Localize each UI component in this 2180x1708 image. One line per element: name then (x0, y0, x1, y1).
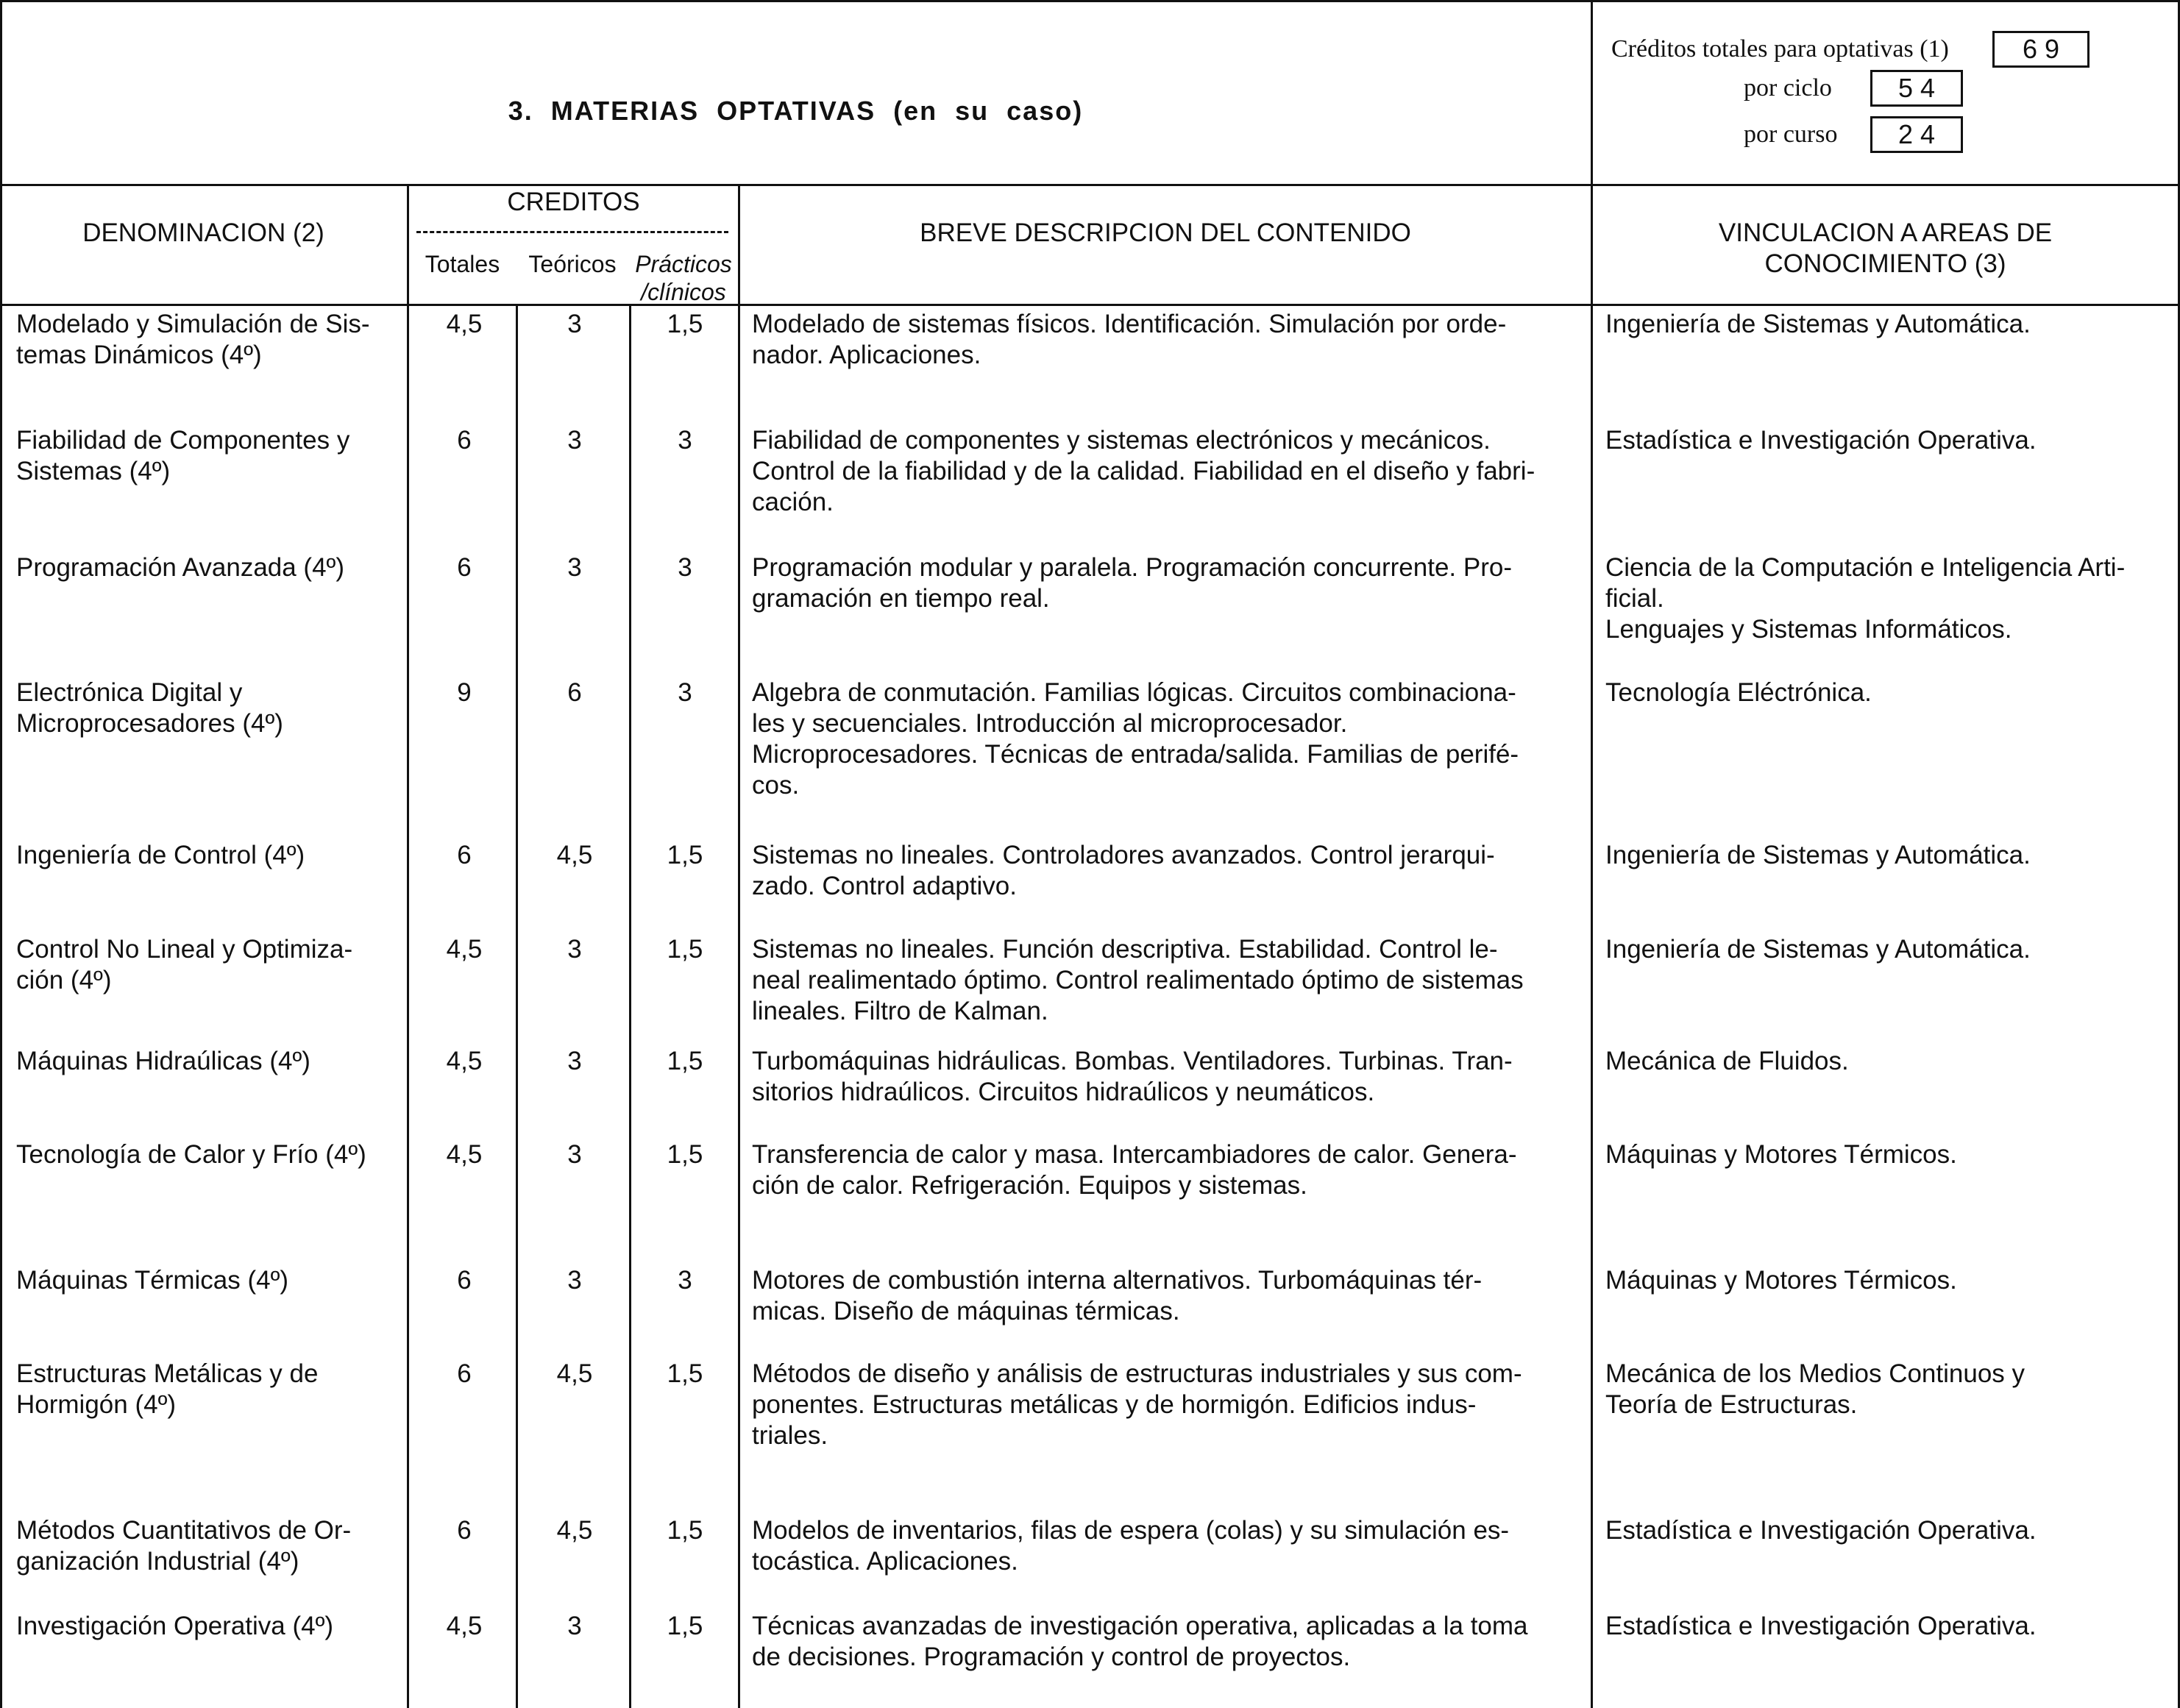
column-header-divider (0, 304, 2180, 306)
subject-description-line: sitorios hidraúlicos. Circuitos hidraúlicos y neumáticos. (752, 1078, 1375, 1106)
subject-name (16, 1046, 406, 1077)
credits-practicos: 3 (678, 426, 692, 455)
subject-name (16, 425, 406, 487)
knowledge-area-line: Estadística e Investigación Operativa. (1605, 426, 2037, 455)
subject-name-line: Estructuras Metálicas y de (16, 1359, 319, 1388)
subject-description-line: cos. (752, 771, 800, 800)
subject-name-line: Fiabilidad de Componentes y (16, 426, 350, 455)
subject-name (16, 840, 406, 871)
subject-description-line: Modelos de inventarios, filas de espera (colas) y su simulación es- (752, 1516, 1510, 1545)
subject-description-line: de decisiones. Programación y control de proyectos. (752, 1643, 1351, 1671)
practicos-header: Prácticos (635, 251, 732, 277)
subject-description-line: micas. Diseño de máquinas térmicas. (752, 1297, 1180, 1326)
knowledge-area-line: Estadística e Investigación Operativa. (1605, 1516, 2037, 1545)
subject-name-line: Métodos Cuantitativos de Or- (16, 1516, 352, 1545)
subject-name-line: Investigación Operativa (4º) (16, 1612, 334, 1640)
subject-description (752, 552, 1582, 614)
subject-name-line: Máquinas Térmicas (4º) (16, 1266, 289, 1295)
subject-name (16, 1139, 406, 1170)
subject-description-line: ción de calor. Refrigeración. Equipos y sistemas. (752, 1171, 1307, 1200)
clinicos-header: /clínicos (641, 279, 726, 305)
subject-name (16, 677, 406, 739)
section-title: 3. MATERIAS OPTATIVAS (en su caso) (508, 96, 1084, 126)
subject-description-line: ponentes. Estructuras metálicas y de hormigón. Edificios indus- (752, 1390, 1477, 1419)
credits-totales: 4,5 (446, 1140, 483, 1169)
curso-credits-box: 24 (1870, 116, 1963, 153)
subject-description-line: Modelado de sistemas físicos. Identificación. Simulación por orde- (752, 310, 1507, 338)
subject-description-line: Métodos de diseño y análisis de estructuras industriales y sus com- (752, 1359, 1522, 1388)
knowledge-area (1605, 1359, 2172, 1420)
subject-name-line: Modelado y Simulación de Sis- (16, 310, 370, 338)
subject-name-line: Tecnología de Calor y Frío (4º) (16, 1140, 366, 1169)
ciclo-credits-box: 54 (1870, 70, 1963, 107)
subject-description-line: tocástica. Aplicaciones. (752, 1547, 1018, 1576)
knowledge-area (1605, 840, 2172, 871)
subject-description-line: Algebra de conmutación. Familias lógicas. Circuitos combinaciona- (752, 678, 1516, 707)
credits-teoricos: 3 (567, 1266, 582, 1295)
knowledge-area-line: Teoría de Estructuras. (1605, 1390, 1858, 1419)
total-credits-box: 69 (1992, 31, 2090, 68)
credits-totales: 9 (457, 678, 472, 707)
subject-description-line: Transferencia de calor y masa. Intercambiadores de calor. Genera- (752, 1140, 1517, 1169)
credits-teoricos: 4,5 (556, 841, 593, 869)
credits-practicos: 1,5 (667, 1612, 703, 1640)
subject-description-line: Control de la fiabilidad y de la calidad. Fiabilidad en el diseño y fabri- (752, 457, 1535, 485)
credits-teoricos: 3 (567, 1612, 582, 1640)
credits-totales: 6 (457, 1516, 472, 1545)
subject-description (752, 1515, 1582, 1577)
credits-practicos: 3 (678, 553, 692, 582)
knowledge-area-line: Ingeniería de Sistemas y Automática. (1605, 310, 2031, 338)
subject-description (752, 1139, 1582, 1201)
creditos-dash-rule (416, 231, 728, 233)
knowledge-area (1605, 309, 2172, 340)
subject-description (752, 1611, 1582, 1673)
subject-description (752, 1265, 1582, 1327)
subject-name-line: Máquinas Hidraúlicas (4º) (16, 1047, 310, 1075)
left-border (0, 0, 2, 1708)
credits-practicos: 1,5 (667, 1359, 703, 1388)
credits-totales: 4,5 (446, 935, 483, 964)
subject-description-line: zado. Control adaptivo. (752, 872, 1017, 900)
denominacion-header: DENOMINACION (2) (82, 218, 324, 247)
knowledge-area (1605, 425, 2172, 456)
knowledge-area-line: Lenguajes y Sistemas Informáticos. (1605, 615, 2012, 644)
knowledge-area-line: ficial. (1605, 584, 1664, 613)
subject-description-line: Programación modular y paralela. Programación concurrente. Pro- (752, 553, 1512, 582)
vinculacion-header-line1: VINCULACION A AREAS DE (1718, 218, 2053, 247)
teoricos-header: Teóricos (528, 251, 617, 277)
knowledge-area-line: Tecnología Eléctrónica. (1605, 678, 1872, 707)
credits-practicos: 1,5 (667, 841, 703, 869)
subject-description (752, 1359, 1582, 1451)
subject-description-line: Técnicas avanzadas de investigación operativa, aplicadas a la toma (752, 1612, 1528, 1640)
subject-description-line: Motores de combustión interna alternativos. Turbomáquinas tér- (752, 1266, 1483, 1295)
knowledge-area-line: Máquinas y Motores Térmicos. (1605, 1140, 1957, 1169)
subject-description (752, 840, 1582, 902)
knowledge-area-line: Máquinas y Motores Térmicos. (1605, 1266, 1957, 1295)
credits-practicos: 3 (678, 678, 692, 707)
subject-description-line: gramación en tiempo real. (752, 584, 1050, 613)
vinculacion-header-line2: CONOCIMIENTO (3) (1764, 249, 2006, 278)
subject-description (752, 309, 1582, 371)
ciclo-credits-label: por ciclo (1744, 74, 1832, 102)
subject-description-line: lineales. Filtro de Kalman. (752, 997, 1048, 1025)
subject-name (16, 934, 406, 996)
knowledge-area (1605, 934, 2172, 965)
credits-totales: 4,5 (446, 1612, 483, 1640)
subject-name-line: Programación Avanzada (4º) (16, 553, 344, 582)
subject-name (16, 1611, 406, 1642)
knowledge-area-line: Ingeniería de Sistemas y Automática. (1605, 935, 2031, 964)
subject-name-line: Electrónica Digital y (16, 678, 243, 707)
subject-name-line: Microprocesadores (4º) (16, 709, 283, 738)
teoricos-divider (629, 304, 631, 1708)
credits-practicos: 3 (678, 1266, 692, 1295)
credits-teoricos: 3 (567, 426, 582, 455)
credits-totales: 4,5 (446, 310, 483, 338)
subject-name (16, 552, 406, 583)
subject-description-line: nador. Aplicaciones. (752, 341, 981, 369)
subject-name-line: ganización Industrial (4º) (16, 1547, 299, 1576)
subject-name (16, 1515, 406, 1577)
descripcion-header: BREVE DESCRIPCION DEL CONTENIDO (920, 218, 1411, 247)
credits-totales: 4,5 (446, 1047, 483, 1075)
knowledge-area (1605, 552, 2172, 645)
subject-name-line: Ingeniería de Control (4º) (16, 841, 305, 869)
knowledge-area (1605, 1046, 2172, 1077)
knowledge-area-line: Ingeniería de Sistemas y Automática. (1605, 841, 2031, 869)
knowledge-area (1605, 1139, 2172, 1170)
knowledge-area (1605, 677, 2172, 708)
credits-teoricos: 4,5 (556, 1359, 593, 1388)
knowledge-area (1605, 1611, 2172, 1642)
credits-practicos: 1,5 (667, 1047, 703, 1075)
subject-description-line: Sistemas no lineales. Controladores avanzados. Control jerarqui- (752, 841, 1495, 869)
subject-name (16, 1265, 406, 1296)
subject-description-line: triales. (752, 1421, 828, 1450)
knowledge-area (1605, 1265, 2172, 1296)
knowledge-area-line: Mecánica de los Medios Continuos y (1605, 1359, 2025, 1388)
subject-description (752, 677, 1582, 801)
credits-teoricos: 3 (567, 935, 582, 964)
knowledge-area (1605, 1515, 2172, 1546)
creditos-header: CREDITOS (507, 188, 640, 216)
header-divider (0, 184, 2180, 186)
total-credits-label: Créditos totales para optativas (1) (1611, 35, 1949, 63)
subject-description (752, 934, 1582, 1027)
credits-totales: 6 (457, 1359, 472, 1388)
credits-totales: 6 (457, 1266, 472, 1295)
subject-name-line: temas Dinámicos (4º) (16, 341, 262, 369)
credits-totales: 6 (457, 553, 472, 582)
knowledge-area-line: Ciencia de la Computación e Inteligencia Arti- (1605, 553, 2126, 582)
credits-teoricos: 4,5 (556, 1516, 593, 1545)
subject-name-line: ción (4º) (16, 966, 112, 994)
subject-name-line: Sistemas (4º) (16, 457, 171, 485)
subject-name (16, 1359, 406, 1420)
subject-description (752, 425, 1582, 518)
subject-description-line: cación. (752, 488, 834, 516)
curso-credits-label: por curso (1744, 121, 1838, 148)
subject-description-line: Turbomáquinas hidráulicas. Bombas. Ventiladores. Turbinas. Tran- (752, 1047, 1513, 1075)
subject-description-line: les y secuenciales. Introducción al microprocesador. (752, 709, 1348, 738)
credits-practicos: 1,5 (667, 310, 703, 338)
credits-practicos: 1,5 (667, 935, 703, 964)
totales-divider (516, 304, 518, 1708)
totales-header: Totales (425, 251, 500, 277)
subject-description-line: neal realimentado óptimo. Control realimentado óptimo de sistemas (752, 966, 1524, 994)
subject-name-line: Hormigón (4º) (16, 1390, 177, 1419)
subject-description-line: Microprocesadores. Técnicas de entrada/salida. Familias de perifé- (752, 740, 1519, 769)
subject-name (16, 309, 406, 371)
subject-description-line: Sistemas no lineales. Función descriptiva. Estabilidad. Control le- (752, 935, 1498, 964)
knowledge-area-line: Estadística e Investigación Operativa. (1605, 1612, 2037, 1640)
top-border (0, 0, 2180, 2)
credits-teoricos: 6 (567, 678, 582, 707)
credits-teoricos: 3 (567, 1140, 582, 1169)
credits-totales: 6 (457, 426, 472, 455)
knowledge-area-line: Mecánica de Fluidos. (1605, 1047, 1849, 1075)
credits-totales: 6 (457, 841, 472, 869)
subject-description (752, 1046, 1582, 1108)
credits-teoricos: 3 (567, 310, 582, 338)
subject-name-line: Control No Lineal y Optimiza- (16, 935, 353, 964)
credits-practicos: 1,5 (667, 1140, 703, 1169)
credits-teoricos: 3 (567, 1047, 582, 1075)
subject-description-line: Fiabilidad de componentes y sistemas electrónicos y mecánicos. (752, 426, 1491, 455)
credits-practicos: 1,5 (667, 1516, 703, 1545)
credits-teoricos: 3 (567, 553, 582, 582)
